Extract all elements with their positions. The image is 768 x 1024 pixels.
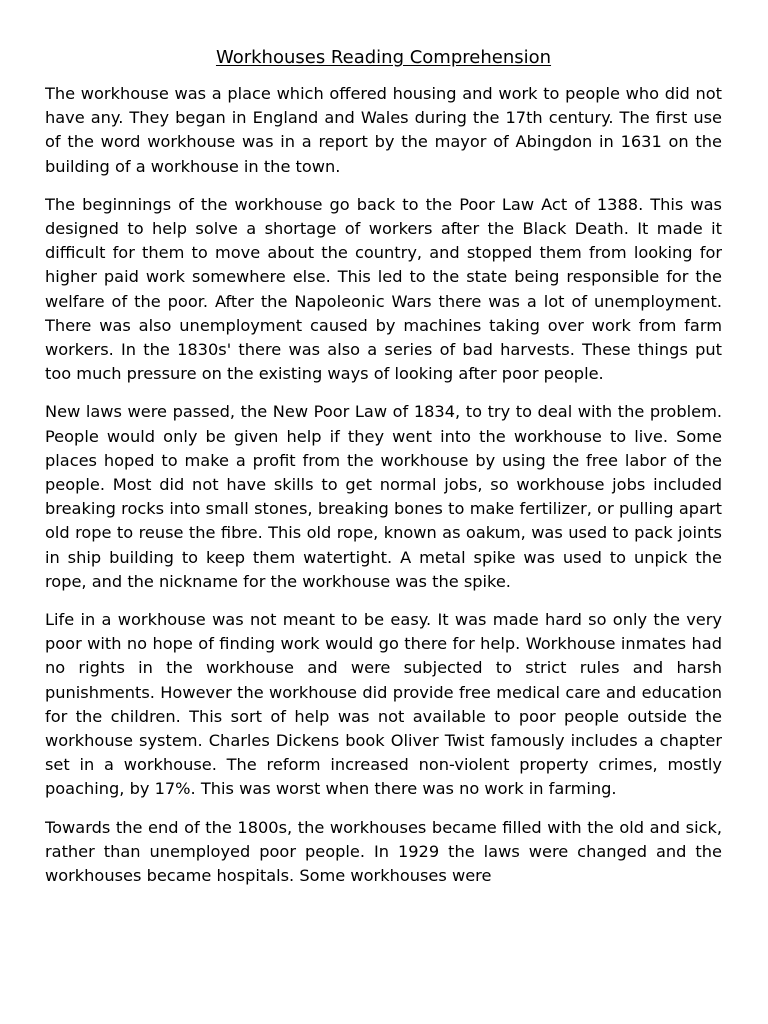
page-title: Workhouses Reading Comprehension bbox=[215, 47, 552, 68]
paragraph-end-of-workhouses: Towards the end of the 1800s, the workhouses became filled with the old and sick, rather than unemployed poor people. In 1929 the laws were changed and the workhouses became hospitals. Some workhouses were bbox=[45, 817, 722, 886]
paragraph-origins: The workhouse was a place which offered housing and work to people who did not have any. They began in England and Wales during the 17th century. The first use of the word workhouse was in a report by the mayor of Abingdon in 1631 on the building of a workhouse in the town. bbox=[45, 84, 722, 176]
document-page bbox=[45, 0, 722, 1024]
paragraph-beginnings: The beginnings of the workhouse go back to the Poor Law Act of 1388. This was designed to help solve a shortage of workers after the Black Death. It made it difficult for them to move about the country, and stopped them from looking for higher paid work somewhere else. This led to the state being responsible for the welfare of the poor. After the Napoleonic Wars there was a lot of unemployment. There was also unemployment caused by machines taking over work from farm workers. In the 1830s' there was also a series of bad harvests. These things put too much pressure on the existing ways of looking after poor people. bbox=[45, 194, 722, 384]
paragraph-life-in-workhouse: Life in a workhouse was not meant to be easy. It was made hard so only the very poor with no hope of finding work would go there for help. Workhouse inmates had no rights in the workhouse and were subjected to strict rules and harsh punishments. However the workhouse did provide free medical care and education for the children. This sort of help was not available to poor people outside the workhouse system. Charles Dickens book Oliver Twist famously includes a chapter set in a workhouse. The reform increased non-violent property crimes, mostly poaching, by 17%. This was worst when there was no work in farming. bbox=[45, 610, 722, 799]
paragraph-new-poor-law: New laws were passed, the New Poor Law of 1834, to try to deal with the problem. People would only be given help if they went into the workhouse to live. Some places hoped to make a profit from the workhouse by using the free labor of the people. Most did not have skills to get normal jobs, so workhouse jobs included breaking rocks into small stones, breaking bones to make fertilizer, or pulling apart old rope to reuse the fibre. This old rope, known as oakum, was used to pack joints in ship building to keep them watertight. A metal spike was used to unpick the rope, and the nickname for the workhouse was the spike. bbox=[45, 402, 722, 591]
